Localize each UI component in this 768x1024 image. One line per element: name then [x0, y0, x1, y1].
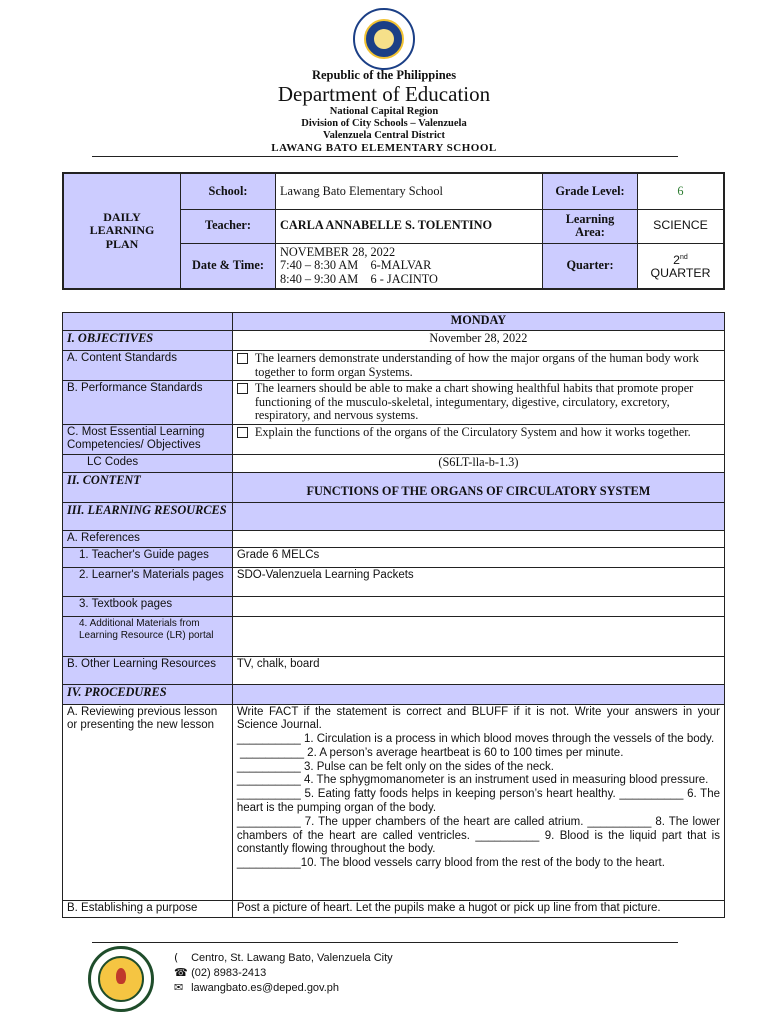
checkbox-icon — [237, 427, 248, 438]
other-resources-value: TV, chalk, board — [232, 656, 724, 684]
teachers-guide-value: Grade 6 MELCs — [232, 547, 724, 567]
location-icon: ( — [174, 951, 179, 964]
quarter-label: Quarter: — [543, 243, 638, 289]
learners-materials-value: SDO-Valenzuela Learning Packets — [232, 567, 724, 596]
department-title: Department of Education — [277, 82, 491, 106]
review-item: __________ 4. The sphygmomanometer is an instrument used in measuring blood pressure. — [236, 774, 709, 787]
footer-email — [174, 981, 339, 994]
quarter-suffix: nd — [680, 253, 688, 261]
dlp-label: DAILY LEARNING PLAN — [63, 173, 181, 289]
teachers-guide-label: 1. Teacher's Guide pages — [63, 547, 233, 567]
review-activity — [232, 704, 724, 900]
melc-label: C. Most Essential Learning Competencies/ Objectives — [63, 424, 233, 454]
lc-codes-value: (S6LT-lla-b-1.3) — [232, 454, 724, 472]
email-text[interactable]: lawangbato.es@deped.gov.ph — [191, 982, 340, 994]
other-resources-label: B. Other Learning Resources — [63, 656, 233, 684]
day-header: MONDAY — [232, 313, 724, 331]
section-malvar-line: 7:40 – 8:30 AM 6-MALVAR — [280, 258, 432, 272]
info-table — [62, 172, 725, 290]
region-line: National Capital Region — [329, 106, 439, 117]
objectives-label: I. OBJECTIVES — [63, 331, 233, 351]
review-item: __________ 2. A person’s average heartbeat is 60 to 100 times per minute. — [236, 746, 624, 759]
references-label: A. References — [63, 530, 233, 547]
checkbox-icon — [237, 353, 248, 364]
learning-resources-label: III. LEARNING RESOURCES — [63, 502, 233, 530]
content-label: II. CONTENT — [63, 472, 233, 502]
review-item: __________ 1. Circulation is a process in which blood moves through the vessels of the body. — [236, 733, 715, 746]
content-value: FUNCTIONS OF THE ORGANS OF CIRCULATORY SYSTEM — [232, 472, 724, 502]
area-value: SCIENCE — [638, 209, 725, 243]
quarter-value — [638, 243, 725, 289]
date-label: Date & Time: — [181, 243, 276, 289]
quarter-number: 2 — [673, 252, 681, 267]
phone-text: (02) 8983-2413 — [191, 967, 267, 979]
email-icon: ✉ — [174, 981, 184, 994]
content-standards-text: The learners demonstrate understanding of how the major organs of the human body work together to form organ Systems. — [254, 351, 699, 379]
textbook-pages-label: 3. Textbook pages — [63, 596, 233, 616]
school-label: School: — [181, 173, 276, 209]
division-line: Division of City Schools – Valenzuela — [301, 118, 467, 129]
performance-standards-text: The learners should be able to make a chart showing healthful habits that promote proper functioning of the musculo-skeletal, integumentary, digestive, circulatory, excretory, respiratory, and nervous systems. — [254, 381, 694, 422]
plan-table — [62, 312, 725, 918]
phone-icon: ☎ — [174, 966, 188, 979]
school-value: Lawang Bato Elementary School — [276, 173, 543, 209]
address-text: Centro, St. Lawang Bato, Valenzuela City — [191, 952, 393, 964]
quarter-word: QUARTER — [650, 266, 711, 281]
learners-materials-label: 2. Learner's Materials pages — [63, 567, 233, 596]
lc-codes-label: LC Codes — [63, 454, 233, 472]
plan-date: November 28, 2022 — [232, 331, 724, 351]
district-line: Valenzuela Central District — [322, 130, 446, 141]
footer-phone — [174, 966, 266, 979]
area-label: Learning Area: — [543, 209, 638, 243]
review-item: __________ 7. The upper chambers of the heart are called atrium. __________ 8. The lower chambers of the heart are called ventricles. __________ 9. Blood is the liquid part that is constantly flowing throughout the body. — [236, 815, 720, 856]
performance-standards-label: B. Performance Standards — [63, 381, 233, 425]
procedures-label: IV. PROCEDURES — [63, 684, 233, 704]
section-jacinto-line: 8:40 – 9:30 AM 6 - JACINTO — [280, 271, 438, 286]
review-lesson-label: A. Reviewing previous lesson or presenting the new lesson — [63, 704, 233, 900]
header-divider — [92, 156, 678, 157]
checkbox-icon — [237, 383, 248, 394]
additional-materials-label: 4. Additional Materials from Learning Resource (LR) portal — [63, 616, 233, 656]
content-standards-label: A. Content Standards — [63, 351, 233, 381]
review-instructions: Write FACT if the statement is correct and BLUFF if it is not. Write your answers in your Science Journal. — [236, 705, 720, 732]
school-logo — [88, 946, 154, 1012]
review-item: __________ 3. Pulse can be felt only on the sides of the neck. — [236, 760, 554, 773]
footer-divider — [92, 942, 678, 943]
review-item: __________10. The blood vessels carry blood from the rest of the body to the heart. — [236, 857, 665, 870]
melc-text: Explain the functions of the organs of the Circulatory System and how it works together. — [254, 424, 691, 439]
date-line: NOVEMBER 28, 2022 — [280, 244, 396, 259]
establishing-purpose-value: Post a picture of heart. Let the pupils make a hugot or pick up line from that picture. — [232, 900, 724, 917]
teacher-value: CARLA ANNABELLE S. TOLENTINO — [276, 209, 543, 243]
school-name-line: LAWANG BATO ELEMENTARY SCHOOL — [271, 142, 497, 154]
republic-line: Republic of the Philippines — [311, 68, 457, 82]
grade-value: 6 — [638, 173, 725, 209]
grade-label: Grade Level: — [543, 173, 638, 209]
teacher-label: Teacher: — [181, 209, 276, 243]
review-item: __________ 5. Eating fatty foods helps in keeping person’s heart healthy. __________ 6. The heart is the pumping organ of the body. — [236, 788, 720, 815]
date-time-value — [276, 243, 543, 289]
establishing-purpose-label: B. Establishing a purpose — [63, 900, 233, 917]
deped-seal-logo — [353, 8, 415, 70]
footer-address — [174, 951, 393, 964]
